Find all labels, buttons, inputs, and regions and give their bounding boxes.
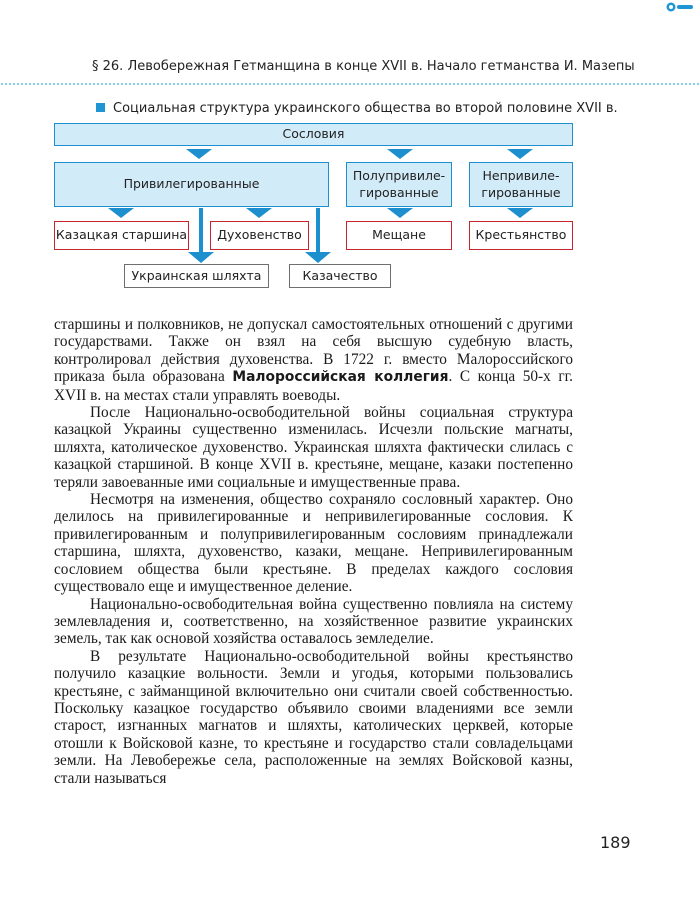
arrow-down-icon [108, 208, 134, 218]
arrow-down-icon [387, 149, 413, 159]
diagram-title-text: Социальная структура украинского общества во второй половине XVII в. [113, 101, 618, 116]
starshina-box: Казацкая старшина [54, 221, 189, 250]
paragraph-1: старшины и полковников, не допускал самостоятельных отношений с другими государствами. Также он взял на себя высшую судебную власть, контролировал действия духовенства. В 1722 г. вместо Малороссийского приказа была образована Малороссийская коллегия. С конца 50-х гг. XVII в. на местах стали управлять воеводы. [54, 316, 573, 404]
peasants-box: Крестьянство [469, 221, 573, 250]
arrow-down-icon [507, 149, 533, 159]
arrow-down-icon [246, 208, 272, 218]
arrow-down-icon [305, 252, 331, 263]
page-number: 189 [600, 833, 631, 852]
diagram-arrows [0, 0, 700, 300]
chapter-header: § 26. Левобережная Гетманщина в конце XVII в. Начало гетманства И. Мазепы [92, 59, 635, 74]
arrow-down-icon [186, 149, 212, 159]
non-privileged-box: Непривиле- гированные [469, 162, 573, 207]
estates-root-box: Сословия [54, 123, 573, 146]
gentry-box: Украинская шляхта [124, 264, 269, 288]
paragraph-5: В результате Национально-освободительной войны крестьянство получило казацкие вольности. Земли и угодья, которыми пользовались крестьяне, с займанщиной включительно они считали своей собственностью. Поскольку казацкое государство объявило своими владениями все земли старост, изгнанных магнатов и шляхты, католических церквей, которые отошли к Войсковой казне, то крестьяне и государство стали совладельцами земли. На Левобережье села, расположенные на землях Войсковой казны, стали называться [54, 647, 573, 787]
key-term: Малороссийская коллегия [232, 369, 449, 386]
arrow-down-icon [188, 252, 214, 263]
cossacks-box: Казачество [289, 264, 391, 288]
townsfolk-box: Мещане [346, 221, 452, 250]
arrow-down-icon [387, 208, 413, 218]
body-text [54, 316, 573, 787]
semi-privileged-box: Полупривиле- гированные [346, 162, 452, 207]
privileged-box: Привилегированные [54, 162, 329, 207]
paragraph-2: После Национально-освободительной войны социальная структура казацкой Украины существенно изменилась. Исчезли польские магнаты, шляхта, католическое духовенство. Украинская шляхта фактически слилась с казацкой старшиной. В конце XVII в. крестьяне, мещане, казаки постепенно теряли завоеванные ими социальные и имущественные права. [54, 404, 573, 491]
clergy-box: Духовенство [210, 221, 309, 250]
paragraph-3: Несмотря на изменения, общество сохраняло сословный характер. Оно делилось на привилегированные и непривилегированные сословия. К привилегированным и полупривилегированным сословиям принадлежали старшина, шляхта, духовенство, казаки, мещане. Непривилегированным сословием общества были крестьяне. В пределах каждого сословия существовало еще и имущественное деление. [54, 491, 573, 596]
arrow-down-icon [507, 208, 533, 218]
paragraph-4: Национально-освободительная война существенно повлияла на систему землевладения и, соответственно, на хозяйственное развитие украинских земель, так как основой хозяйства оставалось земледелие. [54, 595, 573, 648]
